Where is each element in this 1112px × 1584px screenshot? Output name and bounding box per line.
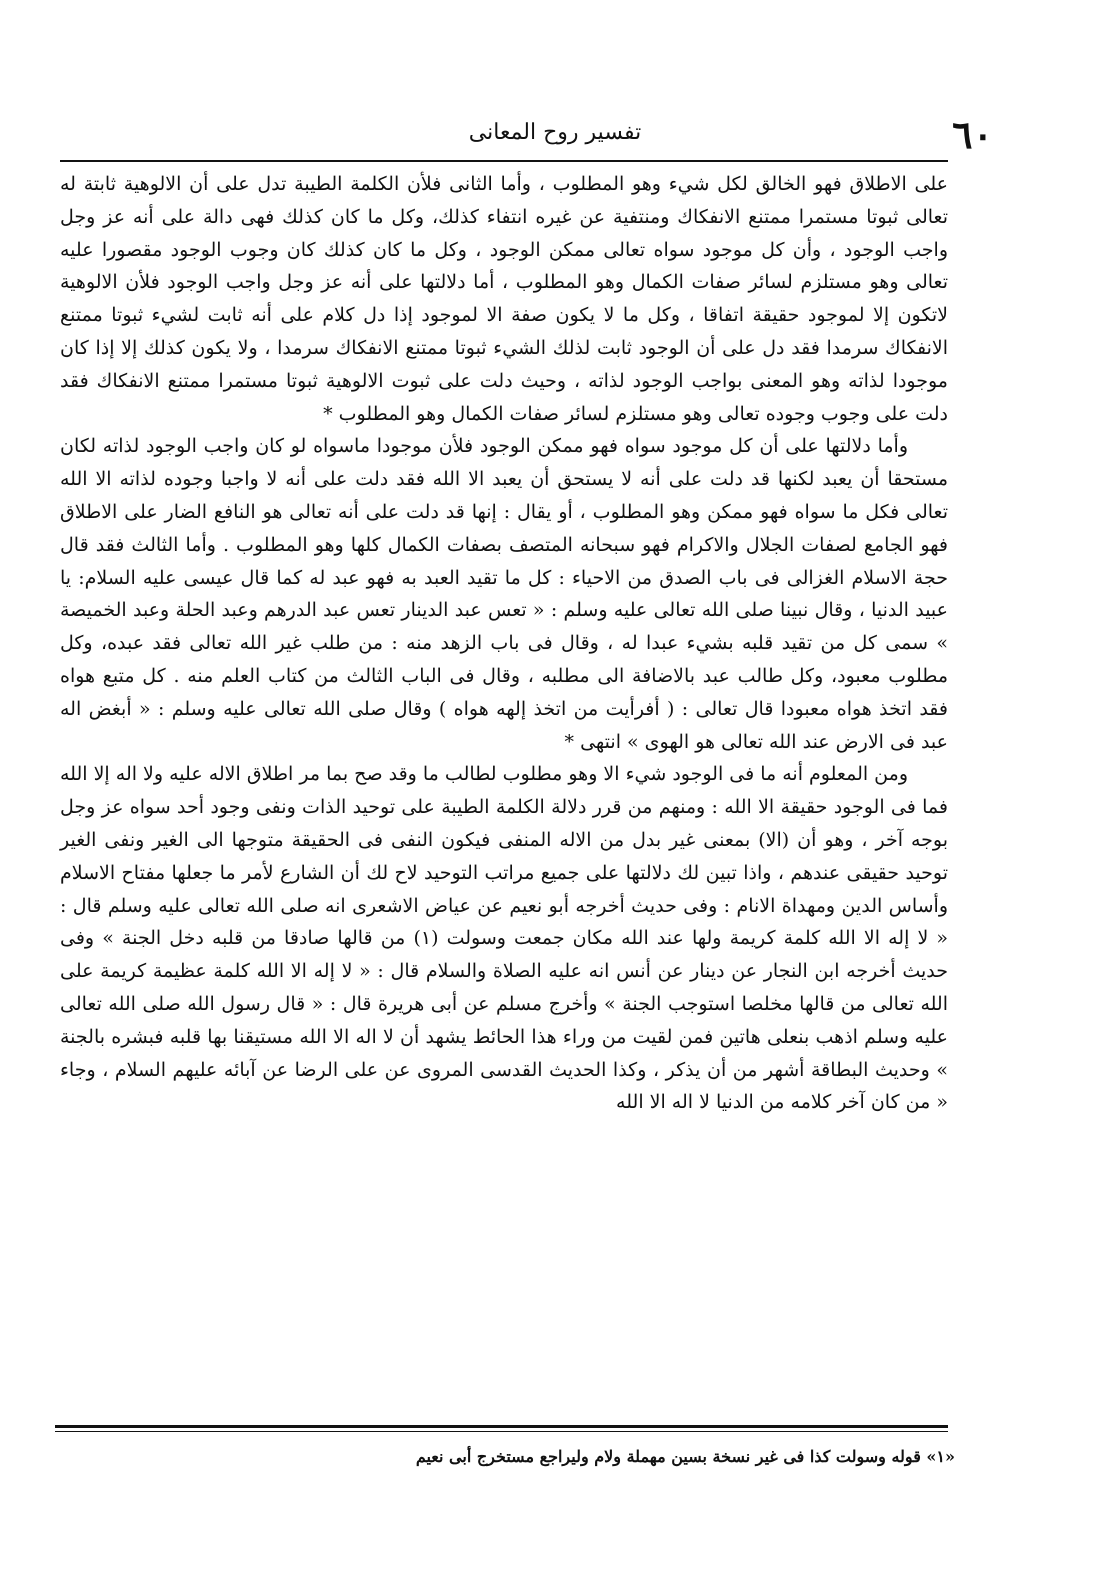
paragraph: على الاطلاق فهو الخالق لكل شيء وهو المطلوب ، وأما الثانى فلأن الكلمة الطيبة تدل على أن الالوهية ثابتة له تعالى ثبوتا مستمرا ممتنع الانفكاك ومنتفية عن غيره انتفاء كذلك، وكل ما كان كذلك فهى دالة على أنه عز وجل واجب الوجود ، وأن كل موجود سواه تعالى ممكن الوجود ، وكل ما كان كذلك كان وجوب الوجود مقصورا عليه تعالى وهو مستلزم لسائر صفات الكمال وهو المطلوب ، أما دلالتها على أنه عز وجل واجب الوجود فلأن الالوهية لاتكون إلا لموجود حقيقة اتفاقا ، وكل ما لا يكون صفة الا لموجود إذا دل كلام على أنه ثابت لشيء ثبوتا ممتنع الانفكاك سرمدا فقد دل على أن الوجود ثابت لذلك الشيء ثبوتا ممتنع الانفكاك سرمدا ، ولا يكون كذلك إلا إذا كان موجودا لذاته وهو المعنى بواجب الوجود لذاته ، وحيث دلت على ثبوت الالوهية ثبوتا مستمرا ممتنع الانفكاك فقد دلت على وجوب وجوده تعالى وهو مستلزم لسائر صفات الكمال وهو المطلوب * <box>60 173 948 425</box>
page-number: ٦٠ <box>952 112 993 157</box>
paragraph: ومن المعلوم أنه ما فى الوجود شيء الا وهو مطلوب لطالب ما وقد صح بما مر اطلاق الاله عليه ولا اله إلا الله فما فى الوجود حقيقة الا الله : ومنهم من قرر دلالة الكلمة الطيبة على توحيد الذات ونفى وجود أحد سواه عز وجل بوجه آخر ، وهو أن (الا) بمعنى غير بدل من الاله المنفى فيكون النفى فى الحقيقة متوجها الى الغير ونفى الغير توحيد حقيقى عندهم ، واذا تبين لك دلالتها على جميع مراتب التوحيد لاح لك أن الشارع لأمر ما جعلها مفتاح الاسلام وأساس الدين ومهداة الانام : وفى حديث أخرجه أبو نعيم عن عياض الاشعرى انه صلى الله تعالى عليه وسلم قال : « لا إله الا الله كلمة كريمة ولها عند الله مكان جمعت وسولت (١) من قالها صادقا من قلبه دخل الجنة » وفى حديث أخرجه ابن النجار عن دينار عن أنس انه عليه الصلاة والسلام قال : « لا إله الا الله كلمة عظيمة كريمة على الله تعالى من قالها مخلصا استوجب الجنة » وأخرج مسلم عن أبى هريرة قال : « قال رسول الله صلى الله تعالى عليه وسلم اذهب بنعلى هاتين فمن لقيت من وراء هذا الحائط يشهد أن لا اله الا الله مستيقنا بها قلبه فبشره بالجنة » وحديث البطاقة أشهر من أن يذكر ، وكذا الحديث القدسى المروى عن على الرضا عن آبائه عليهم السلام ، وجاء « من كان آخر كلامه من الدنيا لا اله الا الله <box>60 763 948 1114</box>
paragraph: وأما دلالتها على أن كل موجود سواه فهو ممكن الوجود فلأن موجودا ماسواه لو كان واجب الوجود لذاته لكان مستحقا أن يعبد لكنها قد دلت على أنه لا يستحق أن يعبد الا الله فقد دلت على أنه لا واجبا وجوده لذاته الا الله تعالى فكل ما سواه فهو ممكن وهو المطلوب ، أو يقال : إنها قد دلت على أنه تعالى هو النافع الضار على الاطلاق فهو الجامع لصفات الجلال والاكرام فهو سبحانه المتصف بصفات الكمال كلها وهو المطلوب . وأما الثالث فقد قال حجة الاسلام الغزالى فى باب الصدق من الاحياء : كل ما تقيد العبد به فهو عبد له كما قال عيسى عليه السلام: يا عبيد الدنيا ، وقال نبينا صلى الله تعالى عليه وسلم : « تعس عبد الدينار تعس عبد الدرهم وعبد الحلة وعبد الخميصة » سمى كل من تقيد قلبه بشيء عبدا له ، وقال فى باب الزهد منه : من طلب غير الله تعالى فقد عبده، وكل مطلوب معبود، وكل طالب عبد بالاضافة الى مطلبه ، وقال فى الباب الثالث من كتاب العلم منه . كل متبع هواه فقد اتخذ هواه معبودا قال تعالى : ( أفرأيت من اتخذ إلهه هواه ) وقال صلى الله تعالى عليه وسلم : « أبغض اله عبد فى الارض عند الله تعالى هو الهوى » انتهى * <box>60 435 948 753</box>
page-header <box>55 110 1055 156</box>
header-divider <box>60 160 948 162</box>
body-text <box>60 168 948 1119</box>
footnote-divider-thin <box>55 1431 948 1432</box>
running-title: تفسير روح المعانى <box>468 120 642 145</box>
footnote: «١» قوله وسولت كذا فى غير نسخة بسين مهملة ولام وليراجع مستخرج أبى نعيم <box>415 1447 955 1466</box>
page <box>55 110 1055 1550</box>
footnote-divider <box>55 1425 948 1428</box>
